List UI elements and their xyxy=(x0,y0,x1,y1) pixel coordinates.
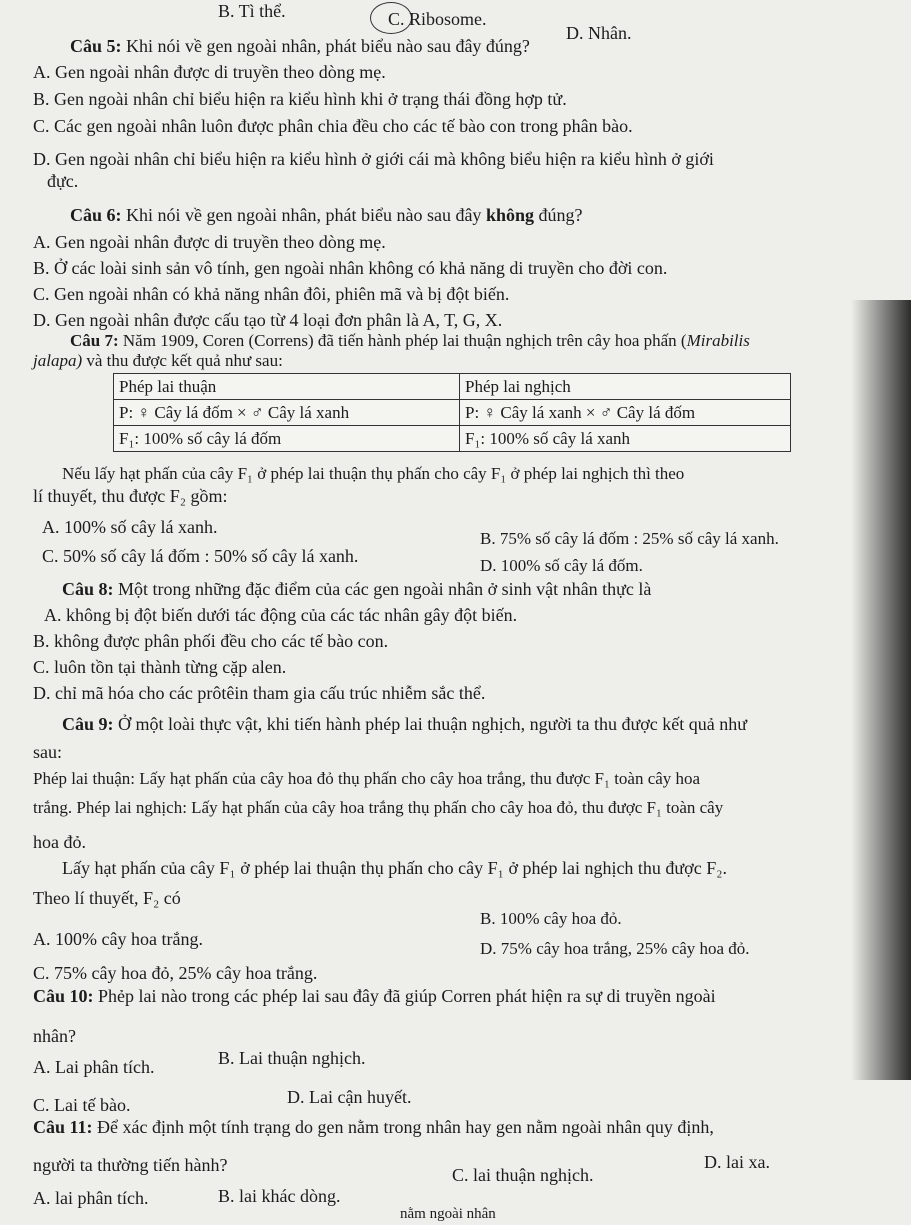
question-9-option-d: D. 75% cây hoa trắng, 25% cây hoa đỏ. xyxy=(480,939,750,958)
question-5-option-d: D. Gen ngoài nhân chỉ biểu hiện ra kiểu hình ở giới cái mà không biểu hiện ra kiểu hình ở giới xyxy=(33,149,714,169)
table-row xyxy=(114,426,791,452)
question-7-condition-cont: lí thuyết, thu được F₂ gồm: xyxy=(33,486,228,506)
question-9-stem xyxy=(62,713,747,735)
question-8-option-b: B. không được phân phối đều cho các tế bào con. xyxy=(33,631,389,651)
question-8-stem xyxy=(62,578,651,600)
question-7-option-d: D. 100% số cây lá đốm. xyxy=(480,556,643,575)
question-11-option-b: B. lai khác dòng. xyxy=(218,1186,341,1206)
question-11-option-c: C. lai thuận nghịch. xyxy=(452,1165,594,1185)
question-7-species-genus: Mirabilis xyxy=(686,331,750,350)
question-9-prompt: Theo lí thuyết, F₂ có xyxy=(33,888,181,908)
question-6-option-d: D. Gen ngoài nhân được cấu tạo từ 4 loại đơn phân là A, T, G, X. xyxy=(33,310,503,330)
question-7-species-epithet: jalapa) xyxy=(33,351,83,370)
question-5-title: Câu 5: xyxy=(70,36,122,56)
table-cell-reverse-p: P: ♀ Cây lá xanh × ♂ Cây lá đốm xyxy=(460,400,791,426)
question-9-text: Ở một loài thực vật, khi tiến hành phép lai thuận nghịch, người ta thu được kết quả như xyxy=(118,714,747,734)
question-5-option-b: B. Gen ngoài nhân chỉ biểu hiện ra kiểu hình khi ở trạng thái đồng hợp tử. xyxy=(33,89,567,109)
question-6-option-a: A. Gen ngoài nhân được di truyền theo dòng mẹ. xyxy=(33,232,386,252)
question-11-option-a: A. lai phân tích. xyxy=(33,1188,149,1208)
question-6-option-c: C. Gen ngoài nhân có khả năng nhân đôi, phiên mã và bị đột biến. xyxy=(33,284,510,304)
question-6-text: Khi nói về gen ngoài nhân, phát biểu nào sau đây xyxy=(126,205,486,225)
question-6-stem xyxy=(70,204,582,226)
question-10-title: Câu 10: xyxy=(33,986,94,1006)
question-11-stem-cont: người ta thường tiến hành? xyxy=(33,1155,228,1175)
question-10-stem-cont: nhân? xyxy=(33,1026,76,1046)
question-7-option-a: A. 100% số cây lá xanh. xyxy=(42,517,218,537)
question-7-title: Câu 7: xyxy=(70,331,119,350)
question-11-title: Câu 11: xyxy=(33,1117,93,1137)
table-cell-forward-f1: F₁: 100% số cây lá đốm xyxy=(114,426,460,452)
question-10-option-c: C. Lai tế bào. xyxy=(33,1095,131,1115)
cut-off-text: nằm ngoài nhân xyxy=(400,1206,496,1222)
question-10-stem xyxy=(33,985,716,1007)
question-10-option-a: A. Lai phân tích. xyxy=(33,1057,155,1077)
question-7-text: Năm 1909, Coren (Correns) đã tiến hành phép lai thuận nghịch trên cây hoa phấn ( xyxy=(122,331,687,350)
table-cell-reverse-f1: F₁: 100% số cây lá xanh xyxy=(460,426,791,452)
option-d-prev: D. Nhân. xyxy=(566,23,632,43)
question-7-option-b: B. 75% số cây lá đốm : 25% số cây lá xanh. xyxy=(480,529,779,548)
option-b-prev: B. Tì thể. xyxy=(218,1,286,21)
question-5-option-d-cont: đực. xyxy=(47,171,79,191)
question-7-stem-cont xyxy=(33,350,283,372)
question-9-title: Câu 9: xyxy=(62,714,114,734)
table-row xyxy=(114,374,791,400)
question-7-option-c: C. 50% số cây lá đốm : 50% số cây lá xanh. xyxy=(42,546,359,566)
page-edge-shadow xyxy=(851,300,911,1080)
cross-results-table xyxy=(113,373,791,452)
question-9-reverse-cross: trắng. Phép lai nghịch: Lấy hạt phấn của cây hoa trắng thụ phấn cho cây hoa đỏ, thu được F₁ toàn cây xyxy=(33,798,724,817)
question-9-option-c: C. 75% cây hoa đỏ, 25% cây hoa trắng. xyxy=(33,963,318,983)
question-10-option-b: B. Lai thuận nghịch. xyxy=(218,1048,366,1068)
question-9-option-b: B. 100% cây hoa đỏ. xyxy=(480,909,622,928)
question-8-option-c: C. luôn tồn tại thành từng cặp alen. xyxy=(33,657,287,677)
question-7-condition: Nếu lấy hạt phấn của cây F₁ ở phép lai thuận thụ phấn cho cây F₁ ở phép lai nghịch thì theo xyxy=(62,464,685,483)
question-10-option-d: D. Lai cận huyết. xyxy=(287,1087,412,1107)
question-9-option-a: A. 100% cây hoa trắng. xyxy=(33,929,203,949)
question-5-option-a: A. Gen ngoài nhân được di truyền theo dòng mẹ. xyxy=(33,62,386,82)
table-header-forward: Phép lai thuận xyxy=(114,374,460,400)
option-c-prev: C. Ribosome. xyxy=(388,9,487,29)
question-10-text: Phẻp lai nào trong các phép lai sau đây đã giúp Corren phát hiện ra sự di truyền ngoài xyxy=(98,986,716,1006)
question-11-option-d: D. lai xa. xyxy=(704,1152,770,1172)
question-8-text: Một trong những đặc điểm của các gen ngoài nhân ở sinh vật nhân thực là xyxy=(118,579,652,599)
question-7-text-cont: và thu được kết quả như sau: xyxy=(86,351,283,370)
question-9-stem-cont: sau: xyxy=(33,742,62,762)
question-7-stem xyxy=(70,330,750,352)
question-6-emphasis: không xyxy=(485,205,534,225)
question-6-title: Câu 6: xyxy=(70,205,122,225)
question-8-option-d: D. chỉ mã hóa cho các prôtêin tham gia cấu trúc nhiễm sắc thể. xyxy=(33,683,486,703)
question-11-text: Để xác định một tính trạng do gen nằm trong nhân hay gen nằm ngoài nhân quy định, xyxy=(97,1117,714,1137)
table-cell-forward-p: P: ♀ Cây lá đốm × ♂ Cây lá xanh xyxy=(114,400,460,426)
question-9-forward-cross: Phép lai thuận: Lấy hạt phấn của cây hoa đỏ thụ phấn cho cây hoa trắng, thu được F₁ toàn cây hoa xyxy=(33,769,701,788)
question-6-text-end: đúng? xyxy=(533,205,583,225)
question-11-stem xyxy=(33,1116,714,1138)
table-header-reverse: Phép lai nghịch xyxy=(460,374,791,400)
question-9-reverse-cross-cont: hoa đỏ. xyxy=(33,832,86,852)
question-5-stem xyxy=(70,35,530,57)
question-5-text: Khi nói về gen ngoài nhân, phát biểu nào sau đây đúng? xyxy=(126,36,530,56)
question-8-title: Câu 8: xyxy=(62,579,114,599)
question-8-option-a: A. không bị đột biến dưới tác động của các tác nhân gây đột biến. xyxy=(44,605,518,625)
question-6-option-b: B. Ở các loài sinh sản vô tính, gen ngoài nhân không có khả năng di truyền cho đời con. xyxy=(33,258,668,278)
table-row xyxy=(114,400,791,426)
question-5-option-c: C. Các gen ngoài nhân luôn được phân chia đều cho các tế bào con trong phân bào. xyxy=(33,116,633,136)
question-9-condition: Lấy hạt phấn của cây F₁ ở phép lai thuận thụ phấn cho cây F₁ ở phép lai nghịch thu được F₂. xyxy=(62,858,727,878)
